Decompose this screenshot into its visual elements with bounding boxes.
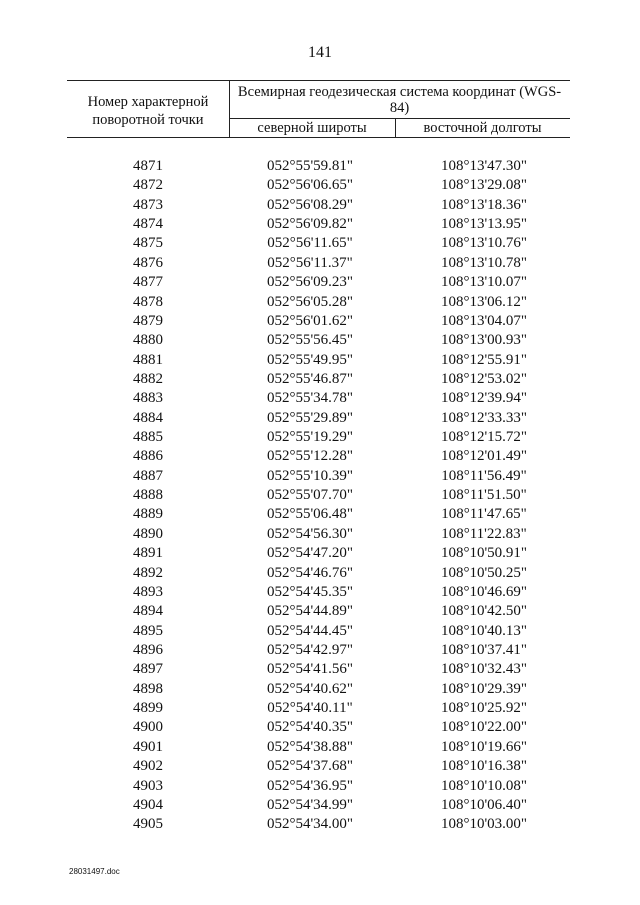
latitude-cell: 052°55'07.70" bbox=[266, 487, 354, 504]
longitude-cell: 108°10'10.08" bbox=[440, 777, 528, 794]
latitude-cell: 052°54'44.45" bbox=[266, 622, 354, 639]
table-row bbox=[0, 157, 640, 176]
longitude-cell: 108°13'00.93" bbox=[440, 332, 528, 349]
latitude-cell: 052°54'36.95" bbox=[266, 777, 354, 794]
point-number-cell: 4896 bbox=[133, 641, 163, 658]
latitude-cell: 052°56'11.65" bbox=[267, 235, 353, 252]
longitude-header: восточной долготы bbox=[423, 120, 542, 136]
longitude-cell: 108°12'01.49" bbox=[440, 448, 528, 465]
latitude-cell: 052°55'19.29" bbox=[266, 429, 354, 446]
table-row bbox=[0, 641, 640, 660]
latitude-cell: 052°54'37.68" bbox=[266, 758, 354, 775]
point-number-cell: 4888 bbox=[133, 487, 163, 504]
table-row bbox=[0, 273, 640, 292]
table-row bbox=[0, 757, 640, 776]
longitude-cell: 108°10'37.41" bbox=[440, 641, 528, 658]
table-row bbox=[0, 447, 640, 466]
longitude-cell: 108°10'32.43" bbox=[440, 661, 528, 678]
table-row bbox=[0, 505, 640, 524]
latitude-cell: 052°56'11.37" bbox=[267, 254, 353, 271]
latitude-cell: 052°55'06.48" bbox=[266, 506, 354, 523]
coordinate-system-header: Всемирная геодезическая система координат (WGS-84) bbox=[237, 84, 562, 116]
latitude-cell: 052°55'56.45" bbox=[266, 332, 354, 349]
point-number-cell: 4901 bbox=[133, 738, 163, 755]
table-row bbox=[0, 254, 640, 273]
latitude-header: северной широты bbox=[257, 120, 367, 136]
point-number-cell: 4902 bbox=[133, 758, 163, 775]
latitude-cell: 052°55'34.78" bbox=[266, 390, 354, 407]
point-number-cell: 4885 bbox=[133, 429, 163, 446]
longitude-cell: 108°11'47.65" bbox=[441, 506, 527, 523]
table-row bbox=[0, 738, 640, 757]
table-row bbox=[0, 680, 640, 699]
point-number-cell: 4900 bbox=[133, 719, 163, 736]
latitude-cell: 052°56'06.65" bbox=[266, 177, 354, 194]
longitude-cell: 108°12'55.91" bbox=[440, 351, 528, 368]
point-number-cell: 4894 bbox=[133, 603, 163, 620]
latitude-cell: 052°54'34.00" bbox=[266, 816, 354, 833]
longitude-cell: 108°10'50.91" bbox=[440, 545, 528, 562]
table-row bbox=[0, 602, 640, 621]
longitude-cell: 108°13'10.78" bbox=[440, 254, 528, 271]
point-number-cell: 4898 bbox=[133, 680, 163, 697]
point-number-cell: 4883 bbox=[133, 390, 163, 407]
latitude-cell: 052°54'42.97" bbox=[266, 641, 354, 658]
point-number-cell: 4897 bbox=[133, 661, 163, 678]
point-number-cell: 4895 bbox=[133, 622, 163, 639]
table-row bbox=[0, 699, 640, 718]
document-filename: 28031497.doc bbox=[69, 867, 120, 876]
table-row bbox=[0, 815, 640, 834]
table-row bbox=[0, 544, 640, 563]
table-row bbox=[0, 467, 640, 486]
point-number-cell: 4884 bbox=[133, 409, 163, 426]
point-number-cell: 4878 bbox=[133, 293, 163, 310]
latitude-cell: 052°55'49.95" bbox=[266, 351, 354, 368]
longitude-cell: 108°13'10.76" bbox=[440, 235, 528, 252]
table-row bbox=[0, 777, 640, 796]
page-number: 141 bbox=[308, 44, 332, 61]
latitude-cell: 052°54'56.30" bbox=[266, 525, 354, 542]
point-number-cell: 4882 bbox=[133, 370, 163, 387]
table-row bbox=[0, 486, 640, 505]
longitude-cell: 108°10'46.69" bbox=[440, 583, 528, 600]
table-row bbox=[0, 215, 640, 234]
point-number-cell: 4903 bbox=[133, 777, 163, 794]
latitude-cell: 052°54'46.76" bbox=[266, 564, 354, 581]
header-horizontal-divider bbox=[229, 118, 570, 119]
table-row bbox=[0, 331, 640, 350]
table-row bbox=[0, 564, 640, 583]
table-row bbox=[0, 312, 640, 331]
longitude-cell: 108°12'33.33" bbox=[440, 409, 528, 426]
point-number-cell: 4891 bbox=[133, 545, 163, 562]
point-number-cell: 4872 bbox=[133, 177, 163, 194]
point-number-cell: 4875 bbox=[133, 235, 163, 252]
latitude-cell: 052°56'09.23" bbox=[266, 274, 354, 291]
longitude-cell: 108°10'42.50" bbox=[440, 603, 528, 620]
latitude-cell: 052°55'29.89" bbox=[266, 409, 354, 426]
longitude-cell: 108°10'03.00" bbox=[440, 816, 528, 833]
longitude-cell: 108°13'06.12" bbox=[440, 293, 528, 310]
latitude-cell: 052°56'01.62" bbox=[266, 312, 354, 329]
longitude-cell: 108°13'47.30" bbox=[440, 158, 528, 174]
longitude-cell: 108°10'40.13" bbox=[440, 622, 528, 639]
table-row bbox=[0, 428, 640, 447]
latitude-cell: 052°54'40.62" bbox=[266, 680, 354, 697]
point-number-cell: 4871 bbox=[133, 158, 163, 174]
latitude-cell: 052°55'59.81" bbox=[266, 158, 354, 174]
point-number-cell: 4880 bbox=[133, 332, 163, 349]
table-row bbox=[0, 660, 640, 679]
latitude-cell: 052°56'09.82" bbox=[266, 216, 354, 233]
latitude-cell: 052°55'46.87" bbox=[266, 370, 354, 387]
table-row bbox=[0, 389, 640, 408]
table-row bbox=[0, 293, 640, 312]
latitude-cell: 052°56'05.28" bbox=[266, 293, 354, 310]
table-body bbox=[0, 157, 640, 835]
latitude-cell: 052°54'41.56" bbox=[266, 661, 354, 678]
latitude-cell: 052°55'12.28" bbox=[266, 448, 354, 465]
longitude-cell: 108°10'25.92" bbox=[440, 700, 528, 717]
longitude-cell: 108°12'15.72" bbox=[440, 429, 528, 446]
point-number-cell: 4879 bbox=[133, 312, 163, 329]
latitude-cell: 052°54'34.99" bbox=[266, 796, 354, 813]
point-number-cell: 4905 bbox=[133, 816, 163, 833]
longitude-cell: 108°13'04.07" bbox=[440, 312, 528, 329]
table-row bbox=[0, 351, 640, 370]
longitude-cell: 108°12'39.94" bbox=[440, 390, 528, 407]
longitude-cell: 108°13'29.08" bbox=[440, 177, 528, 194]
table-header bbox=[67, 80, 570, 138]
table-row bbox=[0, 409, 640, 428]
point-number-cell: 4881 bbox=[133, 351, 163, 368]
point-number-cell: 4886 bbox=[133, 448, 163, 465]
latitude-cell: 052°54'47.20" bbox=[266, 545, 354, 562]
latitude-cell: 052°56'08.29" bbox=[266, 196, 354, 213]
table-row bbox=[0, 176, 640, 195]
point-number-cell: 4876 bbox=[133, 254, 163, 271]
longitude-cell: 108°10'22.00" bbox=[440, 719, 528, 736]
point-number-cell: 4889 bbox=[133, 506, 163, 523]
point-number-cell: 4874 bbox=[133, 216, 163, 233]
longitude-cell: 108°11'22.83" bbox=[441, 525, 527, 542]
point-number-cell: 4899 bbox=[133, 700, 163, 717]
longitude-cell: 108°11'56.49" bbox=[441, 467, 527, 484]
table-row bbox=[0, 718, 640, 737]
table-row bbox=[0, 234, 640, 253]
point-number-cell: 4887 bbox=[133, 467, 163, 484]
latitude-cell: 052°54'38.88" bbox=[266, 738, 354, 755]
longitude-cell: 108°12'53.02" bbox=[440, 370, 528, 387]
latitude-cell: 052°55'10.39" bbox=[266, 467, 354, 484]
point-number-cell: 4890 bbox=[133, 525, 163, 542]
table-row bbox=[0, 622, 640, 641]
table-row bbox=[0, 525, 640, 544]
point-number-cell: 4893 bbox=[133, 583, 163, 600]
point-number-header: Номер характерной поворотной точки bbox=[87, 94, 209, 128]
longitude-cell: 108°10'19.66" bbox=[440, 738, 528, 755]
latitude-cell: 052°54'40.11" bbox=[267, 700, 353, 717]
point-number-cell: 4904 bbox=[133, 796, 163, 813]
longitude-cell: 108°10'16.38" bbox=[440, 758, 528, 775]
table-row bbox=[0, 370, 640, 389]
table-row bbox=[0, 583, 640, 602]
longitude-cell: 108°10'29.39" bbox=[440, 680, 528, 697]
point-number-cell: 4892 bbox=[133, 564, 163, 581]
latitude-cell: 052°54'45.35" bbox=[266, 583, 354, 600]
longitude-cell: 108°10'50.25" bbox=[440, 564, 528, 581]
point-number-cell: 4877 bbox=[133, 274, 163, 291]
longitude-cell: 108°10'06.40" bbox=[440, 796, 528, 813]
point-number-cell: 4873 bbox=[133, 196, 163, 213]
longitude-cell: 108°11'51.50" bbox=[441, 487, 527, 504]
latitude-cell: 052°54'40.35" bbox=[266, 719, 354, 736]
longitude-cell: 108°13'13.95" bbox=[440, 216, 528, 233]
longitude-cell: 108°13'10.07" bbox=[440, 274, 528, 291]
longitude-cell: 108°13'18.36" bbox=[440, 196, 528, 213]
latitude-cell: 052°54'44.89" bbox=[266, 603, 354, 620]
table-row bbox=[0, 196, 640, 215]
table-row bbox=[0, 796, 640, 815]
